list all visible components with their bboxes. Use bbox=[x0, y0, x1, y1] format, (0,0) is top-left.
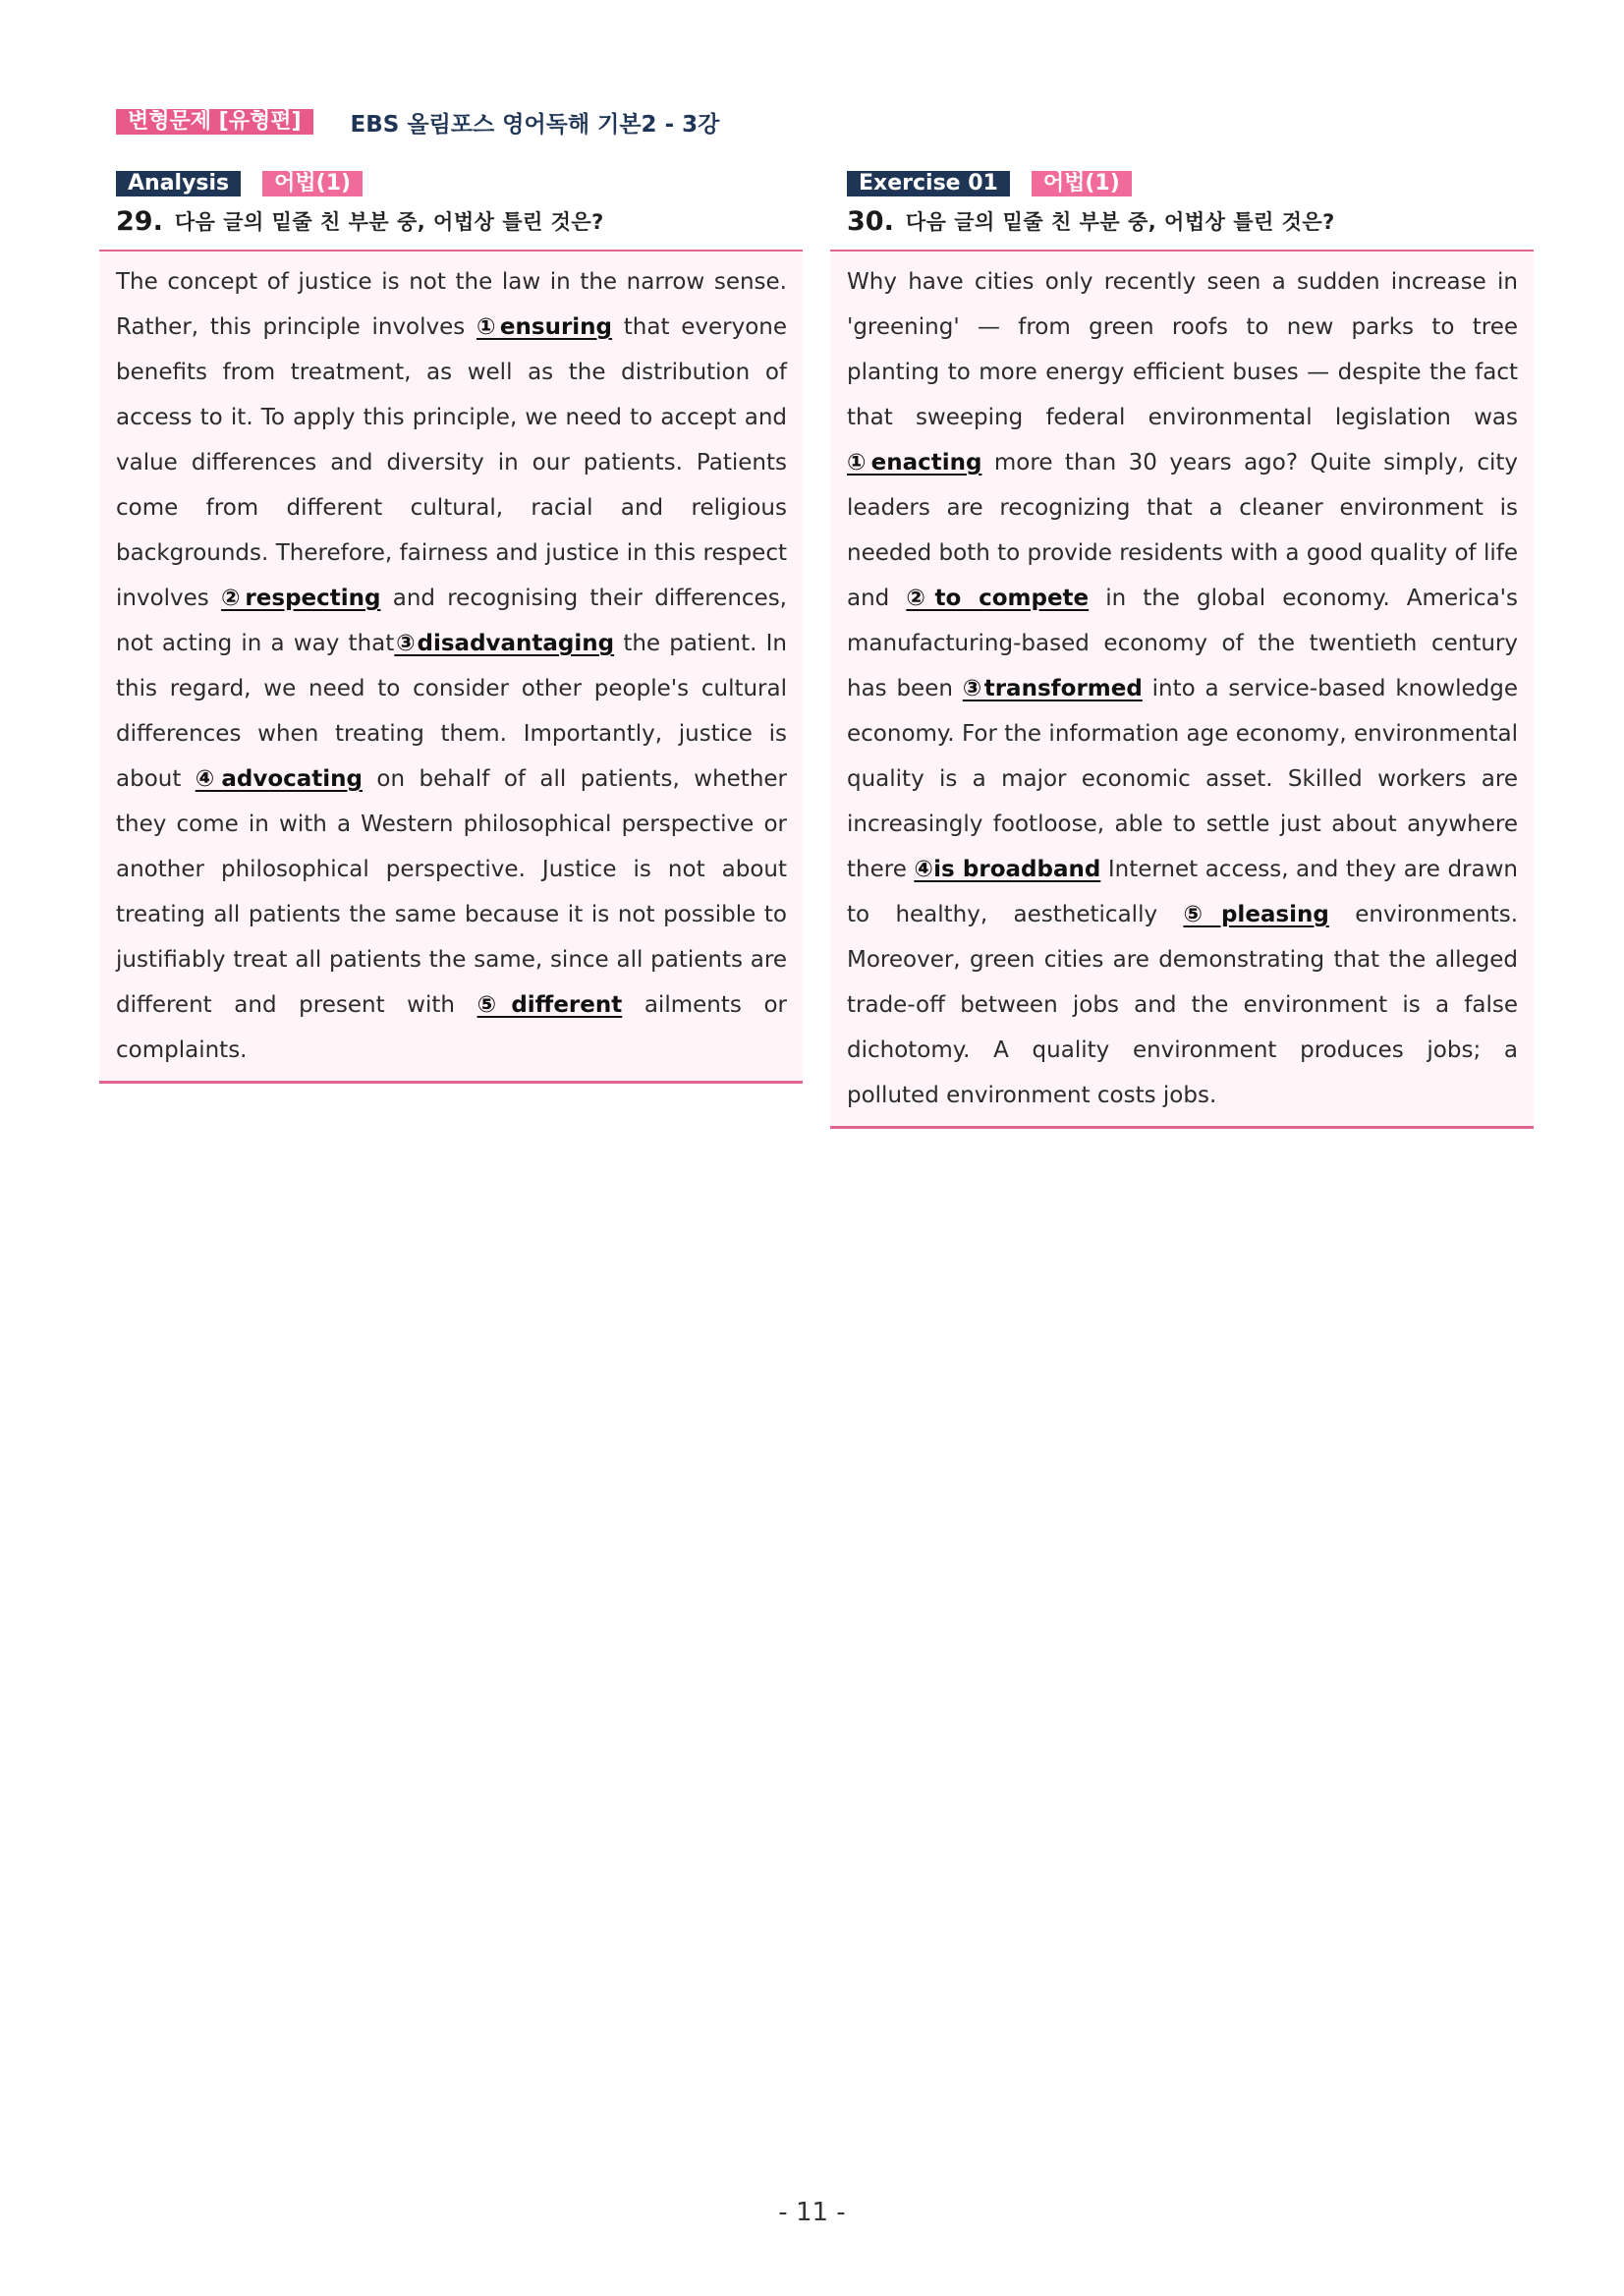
page-header bbox=[116, 106, 719, 138]
passage-text bbox=[847, 259, 1518, 1118]
underlined-choice-5: ⑤different bbox=[476, 992, 623, 1018]
right-tags bbox=[847, 170, 1534, 197]
underlined-choice-3: ③transformed bbox=[962, 676, 1143, 701]
grammar-tag: 어법(1) bbox=[1032, 171, 1132, 196]
passage-text bbox=[116, 259, 787, 1073]
question-number: 29. bbox=[116, 205, 163, 237]
grammar-tag: 어법(1) bbox=[262, 171, 363, 196]
underlined-choice-5: ⑤pleasing bbox=[1183, 902, 1329, 927]
question-text: 다음 글의 밑줄 친 부분 중, 어법상 틀린 것은? bbox=[905, 210, 1335, 234]
passage-segment: Internet access, and they are drawn to healthy, aesthetically bbox=[847, 857, 1518, 927]
question-number: 30. bbox=[847, 205, 894, 237]
passage-segment: Why have cities only recently seen a sudden increase in 'greening' — from green roofs to new parks to tree planting to more energy efficient buses — despite the fact that sweeping federal environmental legislation was bbox=[847, 269, 1518, 430]
left-tags bbox=[116, 170, 803, 197]
question-line bbox=[116, 201, 803, 241]
underlined-choice-4: ④advocating bbox=[195, 766, 364, 792]
underlined-choice-2: ②respecting bbox=[221, 586, 381, 611]
passage-box bbox=[830, 250, 1534, 1129]
passage-box bbox=[99, 250, 803, 1084]
section-tag: 변형문제 [유형편] bbox=[116, 109, 313, 135]
passage-segment: ailments or complaints. bbox=[116, 992, 787, 1063]
passage-segment: on behalf of all patients, whether they come in with a Western philosophical perspective or another philosophical perspective. Justice is not about treating all patients the same because it is not possible to justifiably treat all patients the same, since all patients are different and present with bbox=[116, 766, 787, 1018]
passage-segment: and recognising their differences, not acting in a way that bbox=[116, 586, 787, 656]
question-line bbox=[847, 201, 1534, 241]
underlined-choice-2: ②to compete bbox=[906, 586, 1090, 611]
right-column bbox=[830, 170, 1534, 1129]
passage-segment: more than 30 years ago? Quite simply, city leaders are recognizing that a cleaner environment is needed both to provide residents with a good quality of life and bbox=[847, 450, 1518, 611]
passage-segment: environments. Moreover, green cities are demonstrating that the alleged trade-off between jobs and the environment is a false dichotomy. A quality environment produces jobs; a polluted environment costs jobs. bbox=[847, 902, 1518, 1108]
passage-segment: that everyone benefits from treatment, as well as the distribution of access to it. To apply this principle, we need to accept and value differences and diversity in our patients. Patients come from different cultural, racial and religious backgrounds. Therefore, fairness and justice in this respect involves bbox=[116, 314, 788, 611]
question-text: 다음 글의 밑줄 친 부분 중, 어법상 틀린 것은? bbox=[174, 210, 604, 234]
underlined-choice-1: ①enacting bbox=[847, 450, 982, 476]
exercise-tag: Exercise 01 bbox=[847, 171, 1010, 196]
analysis-tag: Analysis bbox=[116, 171, 241, 196]
underlined-choice-4: ④is broadband bbox=[914, 857, 1101, 882]
passage-segment: into a service-based knowledge economy. For the information age economy, environmental quality is a major economic asset. Skilled workers are increasingly footloose, able to settle just about anywhere there bbox=[847, 676, 1518, 882]
header-title: EBS 올림포스 영어독해 기본2 - 3강 bbox=[350, 111, 720, 138]
passage-segment: the patient. In this regard, we need to consider other people's cultural differences when treating them. Importantly, justice is about bbox=[116, 631, 787, 792]
left-column bbox=[99, 170, 803, 1084]
underlined-choice-3: ③disadvantaging bbox=[394, 631, 615, 656]
underlined-choice-1: ①ensuring bbox=[476, 314, 613, 340]
passage-segment: in the global economy. America's manufacturing-based economy of the twentieth century has been bbox=[847, 586, 1518, 701]
page-number: - 11 - bbox=[778, 2198, 846, 2227]
passage-segment: The concept of justice is not the law in the narrow sense. Rather, this principle involves bbox=[116, 269, 787, 340]
